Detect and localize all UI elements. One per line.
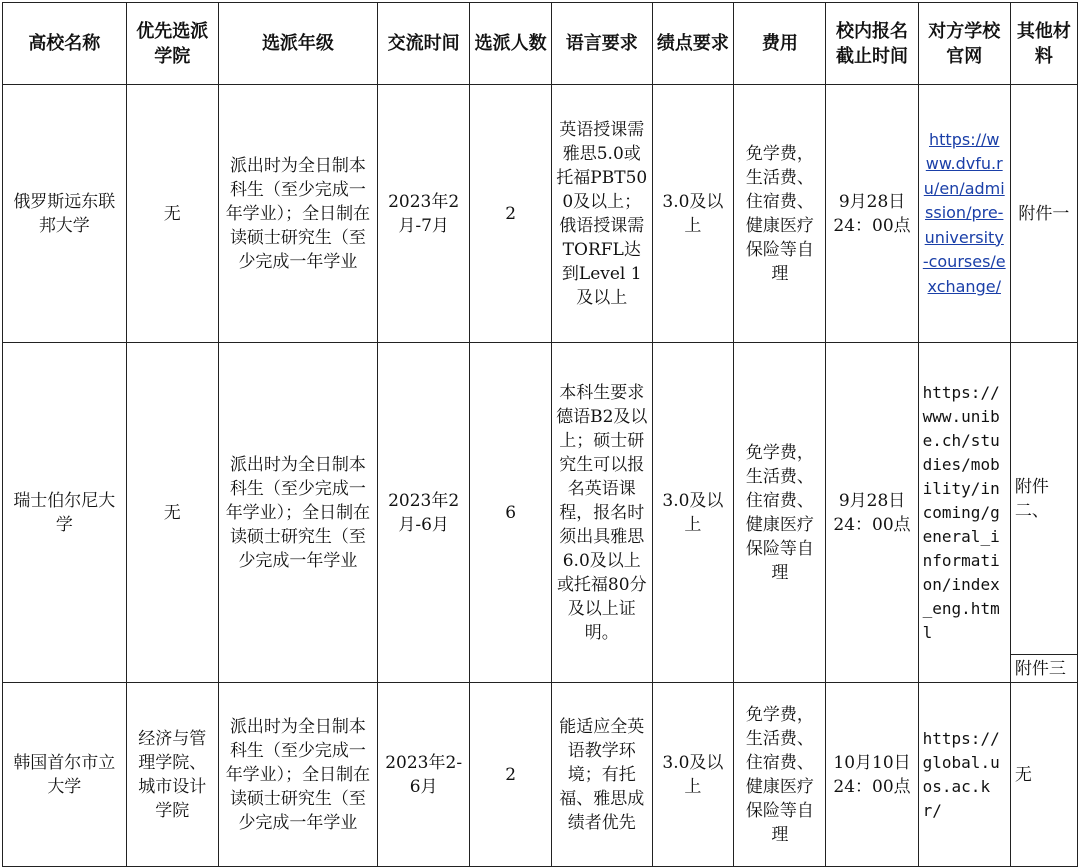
grade: 派出时为全日制本科生（至少完成一年学业）；全日制在读硕士研究生（至少完成一年学业 xyxy=(218,343,377,683)
exchange-time: 2023年2月-6月 xyxy=(378,343,470,683)
gpa-requirement: 3.0及以上 xyxy=(652,343,734,683)
count: 6 xyxy=(470,343,552,683)
table-row xyxy=(3,343,1078,655)
header-website: 对方学校官网 xyxy=(918,3,1010,85)
gpa-requirement: 3.0及以上 xyxy=(652,85,734,343)
fee: 免学费，生活费、住宿费、健康医疗保险等自理 xyxy=(734,343,826,683)
count: 2 xyxy=(470,683,552,867)
header-deadline: 校内报名截止时间 xyxy=(826,3,918,85)
deadline: 10月10日24：00点 xyxy=(826,683,918,867)
school-name: 韩国首尔市立大学 xyxy=(3,683,127,867)
deadline: 9月28日24：00点 xyxy=(826,343,918,683)
school-name: 瑞士伯尔尼大学 xyxy=(3,343,127,683)
header-exchange-time: 交流时间 xyxy=(378,3,470,85)
header-fee: 费用 xyxy=(734,3,826,85)
other-materials: 附件一 xyxy=(1010,85,1077,343)
language-requirement: 英语授课需雅思5.0或托福PBT500及以上；俄语授课需TORFL达到Level 1及以上 xyxy=(551,85,652,343)
exchange-time: 2023年2-6月 xyxy=(378,683,470,867)
header-language: 语言要求 xyxy=(551,3,652,85)
header-count: 选派人数 xyxy=(470,3,552,85)
exchange-time: 2023年2月-7月 xyxy=(378,85,470,343)
header-gpa: 绩点要求 xyxy=(652,3,734,85)
header-priority-college: 优先选派学院 xyxy=(126,3,218,85)
header-grade: 选派年级 xyxy=(218,3,377,85)
website-link[interactable]: https://global.uos.ac.kr/ xyxy=(918,683,1010,867)
school-name: 俄罗斯远东联邦大学 xyxy=(3,85,127,343)
gpa-requirement: 3.0及以上 xyxy=(652,683,734,867)
grade: 派出时为全日制本科生（至少完成一年学业）；全日制在读硕士研究生（至少完成一年学业 xyxy=(218,85,377,343)
language-requirement: 能适应全英语教学环境；有托福、雅思成绩者优先 xyxy=(551,683,652,867)
header-other: 其他材料 xyxy=(1010,3,1077,85)
other-materials: 附件二、 xyxy=(1010,343,1077,655)
language-requirement: 本科生要求德语B2及以上；硕士研究生可以报名英语课程，报名时须出具雅思6.0及以上或托福80分及以上证明。 xyxy=(551,343,652,683)
count: 2 xyxy=(470,85,552,343)
other-materials: 无 xyxy=(1010,683,1077,867)
priority-college: 经济与管理学院、城市设计学院 xyxy=(126,683,218,867)
website-link[interactable]: https://www.dvfu.ru/en/admission/pre-university-courses/exchange/ xyxy=(918,85,1010,343)
other-materials-extra: 附件三 xyxy=(1010,655,1077,683)
priority-college: 无 xyxy=(126,343,218,683)
grade: 派出时为全日制本科生（至少完成一年学业）；全日制在读硕士研究生（至少完成一年学业 xyxy=(218,683,377,867)
header-school-name: 高校名称 xyxy=(3,3,127,85)
website-link[interactable]: https://www.unibe.ch/studies/mobility/incoming/general_information/index_eng.html xyxy=(918,343,1010,683)
fee: 免学费，生活费、住宿费、健康医疗保险等自理 xyxy=(734,85,826,343)
table-row xyxy=(3,85,1078,343)
table-row xyxy=(3,683,1078,867)
deadline: 9月28日24：00点 xyxy=(826,85,918,343)
header-row xyxy=(3,3,1078,85)
exchange-program-table xyxy=(2,2,1078,867)
priority-college: 无 xyxy=(126,85,218,343)
fee: 免学费，生活费、住宿费、健康医疗保险等自理 xyxy=(734,683,826,867)
